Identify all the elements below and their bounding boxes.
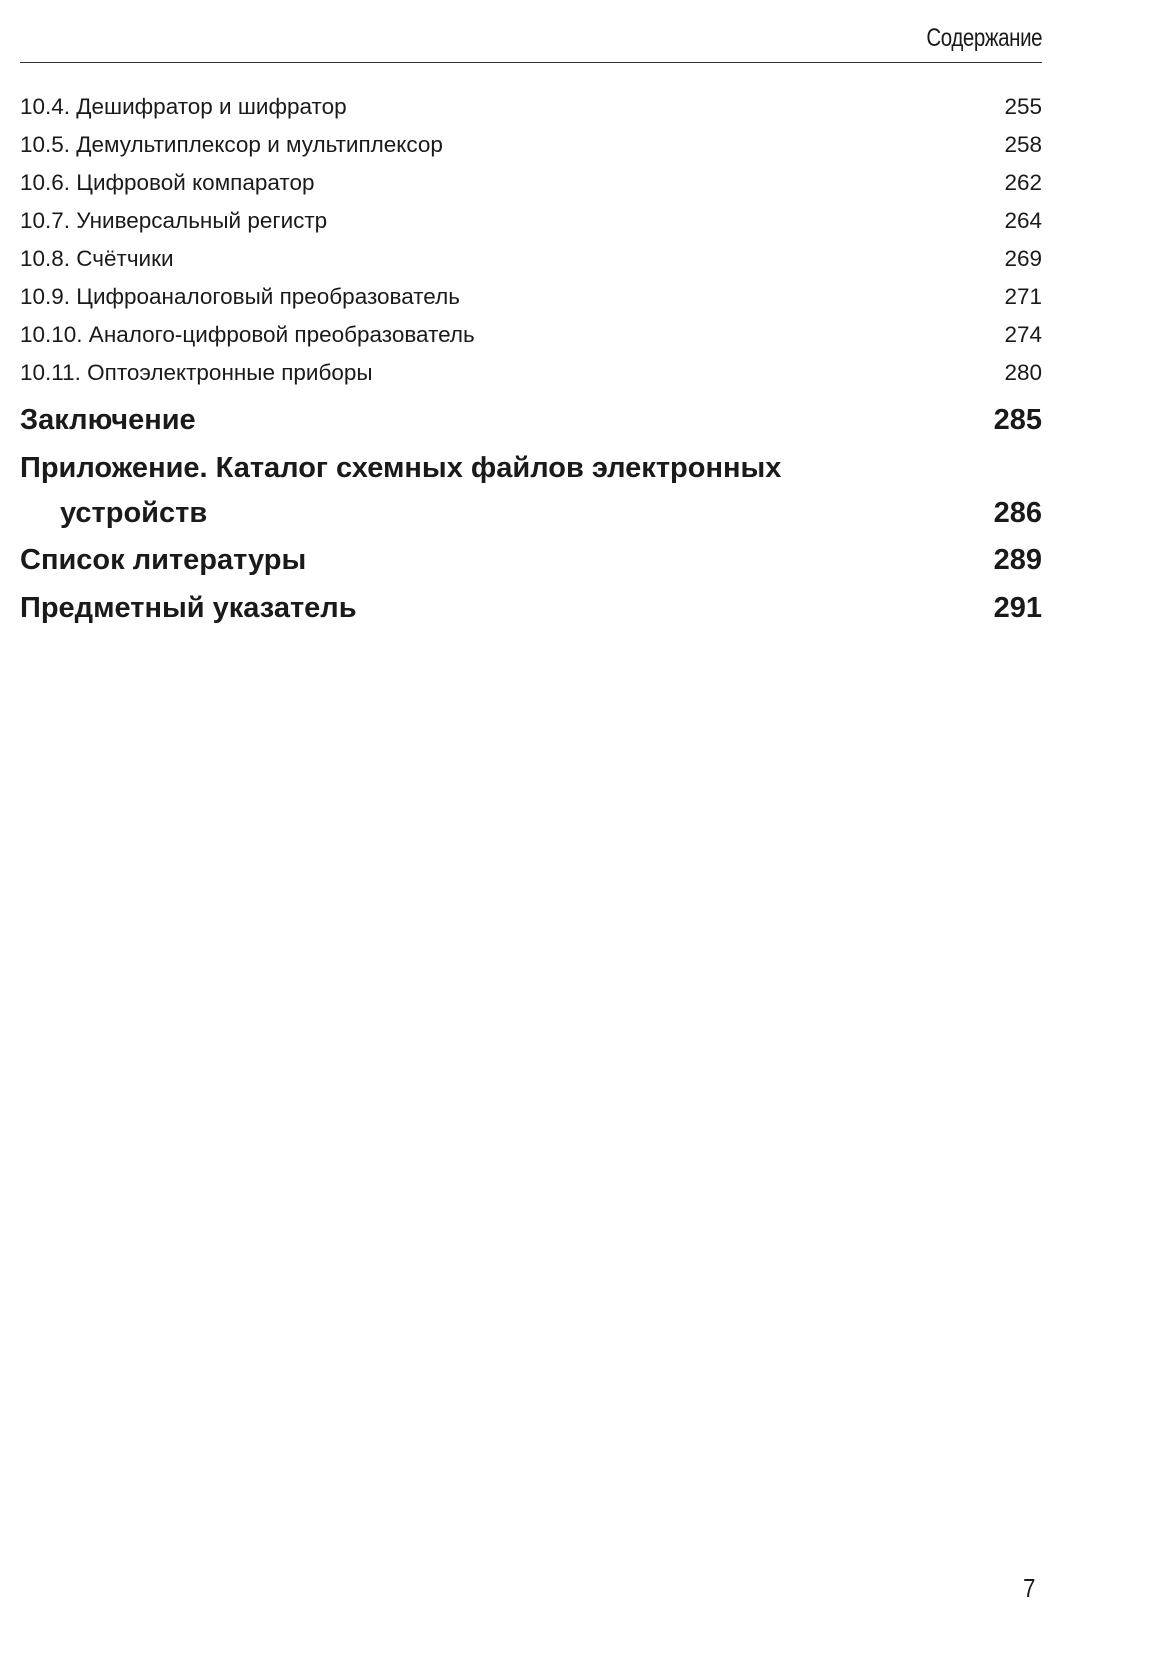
toc-entry-title: 10.4. Дешифратор и шифратор [20,94,347,119]
toc-entry-page: 262 [1004,170,1042,195]
toc-entry-title: 10.11. Оптоэлектронные приборы [20,360,373,385]
running-head-title: Содержание [926,24,1042,52]
toc-entry-page: 255 [1004,94,1042,119]
toc-entry [20,164,1042,202]
toc-entry-page: 274 [1004,322,1042,347]
toc-entry-title: 10.5. Демультиплексор и мультиплексор [20,132,443,157]
toc-entry-appendix-title-line1: Приложение. Каталог схемных файлов электронных [20,452,782,484]
toc-entry-page: 269 [1004,246,1042,271]
toc-entry-page: 291 [993,592,1042,624]
toc-entry [20,202,1042,240]
toc-entry-title: 10.6. Цифровой компаратор [20,170,315,195]
toc-entry-page: 289 [993,544,1042,576]
toc-entry-index [20,584,1042,632]
toc-entry-page: 264 [1004,208,1042,233]
toc-entry-title: 10.9. Цифроаналоговый преобразователь [20,284,460,309]
toc-entry-title: Заключение [20,404,196,436]
toc-entry-title: 10.10. Аналого-цифровой преобразователь [20,322,475,347]
toc-entry [20,240,1042,278]
toc-entry-references [20,536,1042,584]
toc-entry-page: 286 [993,497,1042,529]
header-rule [20,62,1042,63]
toc-entry [20,88,1042,126]
toc-entry-page: 258 [1004,132,1042,157]
toc-entry-conclusion [20,396,1042,444]
toc-entry-title: 10.7. Универсальный регистр [20,208,328,233]
toc-entry-title: устройств [60,497,208,529]
table-of-contents [20,88,1042,632]
page-number: 7 [1022,1573,1035,1603]
toc-entry [20,354,1042,392]
toc-entry-appendix [20,490,1042,536]
toc-entry-title: Предметный указатель [20,592,357,624]
toc-entry [20,126,1042,164]
toc-entry-page: 271 [1004,284,1042,309]
toc-entry [20,278,1042,316]
toc-entry-title: Список литературы [20,544,307,576]
toc-entry [20,316,1042,354]
toc-entry-page: 285 [993,404,1042,436]
toc-entry-title: 10.8. Счётчики [20,246,174,271]
toc-entry-page: 280 [1004,360,1042,385]
